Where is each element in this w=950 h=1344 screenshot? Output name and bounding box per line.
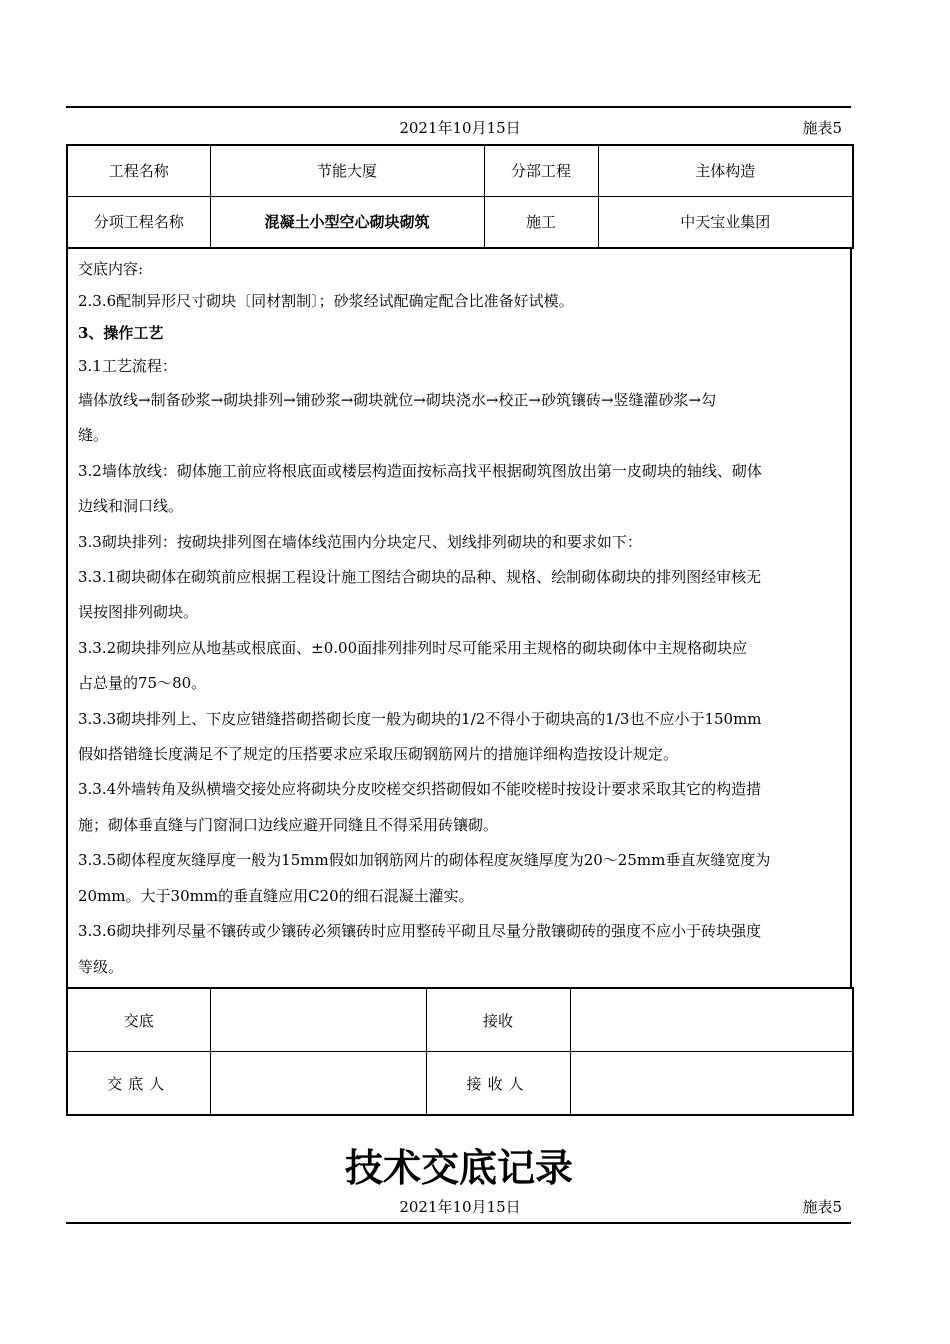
info-table — [66, 144, 854, 249]
content-line: 假如搭错缝长度满足不了规定的压搭要求应采取压砌钢筋网片的措施详细构造按设计规定。 — [78, 745, 679, 764]
content-line: 20mm。大于30mm的垂直缝应用C20的细石混凝土灌实。 — [78, 886, 474, 905]
receive-person-label: 接收人 — [426, 1052, 570, 1116]
content-line: 墙体放线→制备砂浆→砌块排列→铺砂浆→砌块就位→砌块浇水→校正→砂筑镶砖→竖缝灌砂浆→勾 — [78, 391, 717, 409]
bottom-rule — [66, 1222, 851, 1224]
subitem-label: 分项工程名称 — [67, 196, 210, 248]
content-line: 施；砌体垂直缝与门窗洞口边线应避开同缝且不得采用砖镶砌。 — [78, 815, 499, 834]
content-line: 3.3.6砌块排列尽量不镶砖或少镶砖必须镶砖时应用整砖平砌且尽量分散镶砌砖的强度不应小于砖块强度 — [78, 922, 762, 941]
subitem-value: 混凝土小型空心砌块砌筑 — [210, 196, 484, 248]
content-line: 占总量的75～80。 — [78, 674, 207, 693]
content-line: 边线和洞口线。 — [78, 497, 184, 516]
top-rule — [66, 106, 851, 108]
content-line: 2.3.6配制异形尺寸砌块〔同材割制〕；砂浆经试配确定配合比准备好试模。 — [78, 292, 574, 310]
sign-table — [66, 987, 854, 1116]
content-line: 误按图排列砌块。 — [78, 603, 199, 622]
content-line: 3.3砌块排列：按砌块排列图在墙体线范围内分块定尺、划线排列砌块的和要求如下： — [78, 532, 642, 551]
content-section — [66, 249, 852, 987]
content-line: 3.1工艺流程： — [78, 357, 177, 375]
division-value: 主体构造 — [598, 145, 853, 196]
receive-field[interactable] — [570, 988, 853, 1052]
receive-person-field[interactable] — [570, 1052, 853, 1116]
receive-label: 接收 — [426, 988, 570, 1052]
header-date: 2021年10月15日 — [399, 119, 521, 137]
content-line: 3.3.5砌体程度灰缝厚度一般为15mm假如加钢筋网片的砌体程度灰缝厚度为20～25mm垂直灰缝宽度为 — [78, 851, 771, 870]
division-label: 分部工程 — [484, 145, 598, 196]
content-line: 3.2墙体放线：砌体施工前应将根底面或楼层构造面按标高找平根据砌筑图放出第一皮砌块的轴线、砌体 — [78, 461, 762, 480]
content-line: 3.3.4外墙转角及纵横墙交接处应将砌块分皮咬槎交织搭砌假如不能咬槎时按设计要求采取其它的构造措 — [78, 780, 762, 799]
content-line: 等级。 — [78, 957, 124, 976]
project-name-label: 工程名称 — [67, 145, 210, 196]
project-name-value: 节能大厦 — [210, 145, 484, 196]
footer-date: 2021年10月15日 — [399, 1198, 521, 1216]
handover-label: 交底 — [67, 988, 210, 1052]
content-line: 3.3.1砌块砌体在砌筑前应根据工程设计施工图结合砌块的品种、规格、绘制砌体砌块的排列图经审核无 — [78, 568, 762, 587]
section-heading: 3、操作工艺 — [78, 324, 164, 342]
construction-value: 中天宝业集团 — [598, 196, 853, 248]
content-line: 3.3.3砌块排列上、下皮应错缝搭砌搭砌长度一般为砌块的1/2不得小于砌块高的1/3也不应小于150mm — [78, 709, 762, 728]
content-line: 缝。 — [78, 426, 109, 445]
document-title: 技术交底记录 — [344, 1146, 573, 1190]
handover-person-label: 交底人 — [67, 1052, 210, 1116]
construction-label: 施工 — [484, 196, 598, 248]
header-form-number: 施表5 — [802, 119, 842, 137]
footer-form-number: 施表5 — [802, 1198, 842, 1216]
handover-person-field[interactable] — [210, 1052, 426, 1116]
content-line: 3.3.2砌块排列应从地基或根底面、±0.00面排列排列时尽可能采用主规格的砌块砌体中主规格砌块应 — [78, 638, 748, 657]
content-heading: 交底内容: — [78, 260, 144, 278]
handover-field[interactable] — [210, 988, 426, 1052]
